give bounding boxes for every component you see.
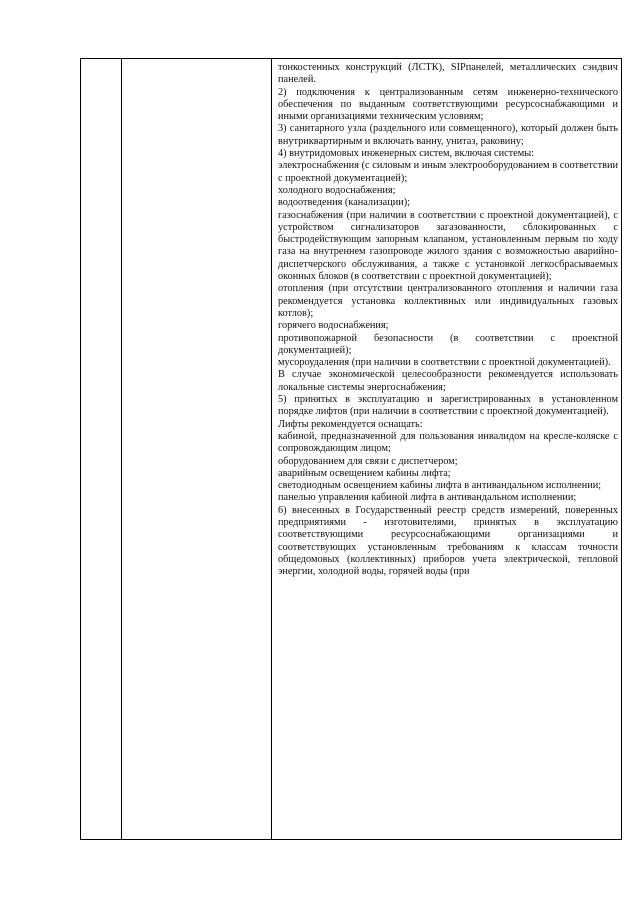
table-column-divider: [121, 59, 122, 839]
paragraph: тонкостенных конструкций (ЛСТК), SIPпанелей, металлических сэндвич панелей.: [278, 62, 618, 86]
paragraph: газоснабжения (при наличии в соответствии с проектной документацией), с устройством сигнализаторов загазованности, сблокированных с быстродействующим запорным клапаном, установленным первым по ходу газа на внутреннем газопроводе жилого здания с возможностью аварийно-диспетчерского обслуживания, а также с установкой легкосбрасываемых оконных блоков (в соответствии с проектной документацией);: [278, 209, 618, 283]
paragraph: 2) подключения к централизованным сетям инженерно-технического обеспечения по выданным соответствующими ресурсоснабжающими и иными организациями техническим условиям;: [278, 86, 618, 123]
paragraph: электроснабжения (с силовым и иным электрооборудованием в соответствии с проектной документацией);: [278, 160, 618, 184]
paragraph: 3) санитарного узла (раздельного или совмещенного), который должен быть внутриквартирным и включать ванну, унитаз, раковину;: [278, 123, 618, 147]
paragraph: отопления (при отсутствии централизованного отопления и наличии газа рекомендуется установка коллективных или индивидуальных газовых котлов);: [278, 283, 618, 319]
table-column-divider: [271, 59, 272, 839]
paragraph: 6) внесенных в Государственный реестр средств измерений, поверенных предприятиями - изготовителями, принятых в эксплуатацию соответствующими ресурсоснабжающими организациями и соответствующих установленным требованиям к классам точности общедомовых (коллективных) приборов учета электрической, тепловой энергии, холодной воды, горячей воды (при: [278, 504, 618, 578]
paragraph: Лифты рекомендуется оснащать:: [278, 418, 423, 430]
paragraph: 5) принятых в эксплуатацию и зарегистрированных в установленном порядке лифтов (при наличии в соответствии с проектной документацией).: [278, 394, 618, 418]
paragraph: кабиной, предназначенной для пользования инвалидом на кресле-коляске с сопровождающим лицом;: [278, 430, 618, 455]
paragraph: оборудованием для связи с диспетчером;: [278, 455, 458, 467]
paragraph: аварийным освещением кабины лифта;: [278, 467, 451, 479]
paragraph: светодиодным освещением кабины лифта в антивандальном исполнении;: [278, 480, 602, 492]
paragraph: водоотведения (канализации);: [278, 197, 411, 209]
paragraph: холодного водоснабжения;: [278, 184, 396, 196]
paragraph: В случае экономической целесообразности рекомендуется использовать локальные системы энергоснабжения;: [278, 369, 618, 393]
paragraph: 4) внутридомовых инженерных систем, включая системы:: [278, 148, 535, 160]
paragraph: горячего водоснабжения;: [278, 320, 389, 332]
paragraph: мусороудаления (при наличии в соответствии с проектной документацией).: [278, 357, 611, 369]
table-cell-text: [278, 62, 618, 837]
paragraph: панелью управления кабиной лифта в антивандальном исполнении;: [278, 492, 577, 504]
paragraph: противопожарной безопасности (в соответствии с проектной документацией);: [278, 332, 618, 356]
